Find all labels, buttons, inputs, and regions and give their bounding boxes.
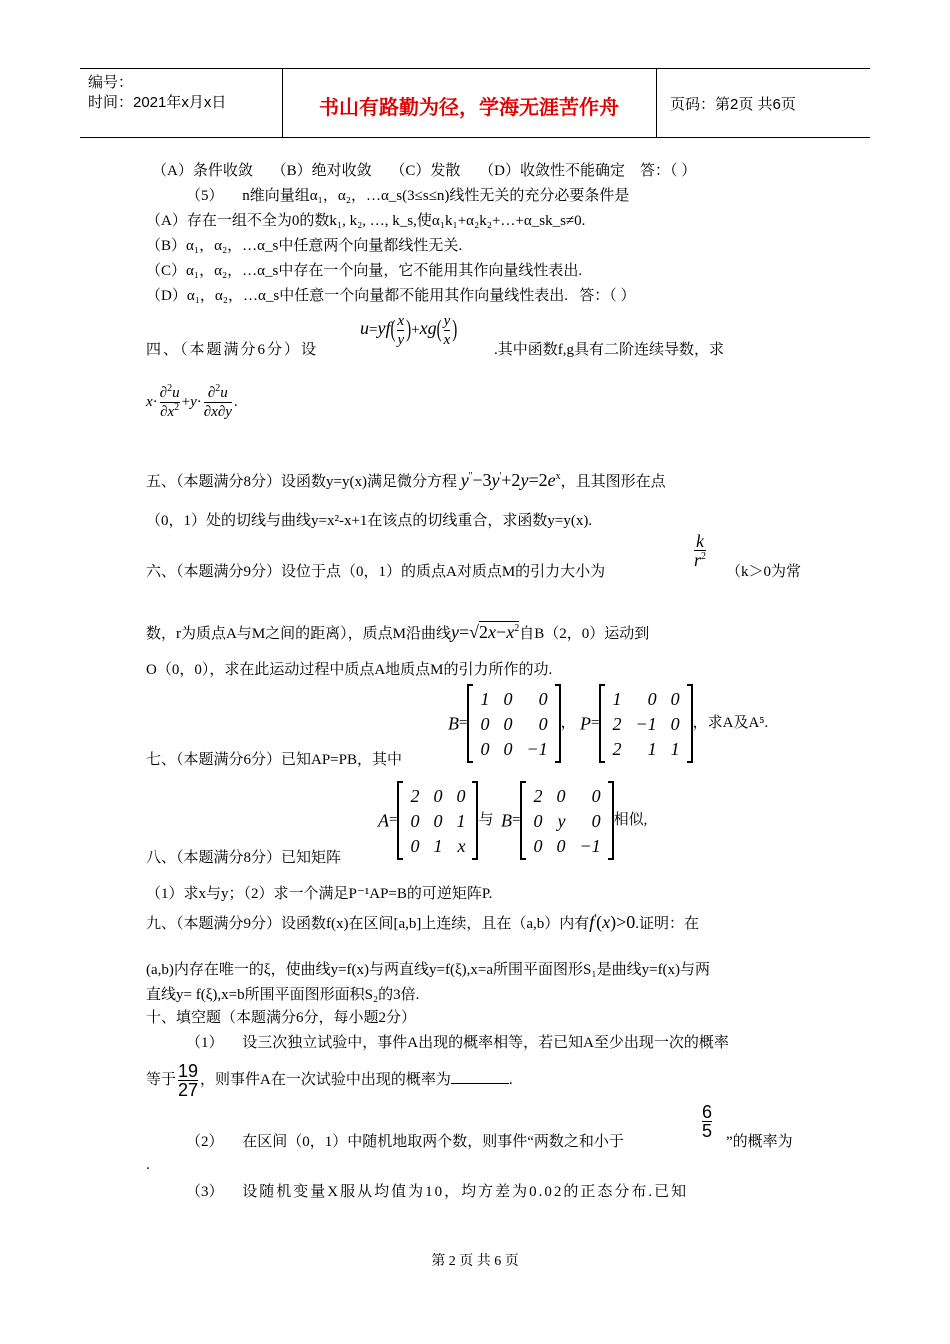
matrix-cell: 1: [612, 688, 622, 709]
q5-option-d: （D）α₁，α₂，…α_s中任意一个向量都不能用其作向量线性表出.: [146, 288, 568, 304]
matrix-cell: 0: [480, 713, 490, 734]
q10-p1-text: 设三次独立试验中，事件A出现的概率相等，若已知A至少出现一次的概率: [242, 1035, 729, 1051]
question-eight: [146, 848, 341, 868]
matrix-cell: 0: [556, 835, 566, 856]
q6-line2: [146, 622, 649, 644]
page-footer: 第 2 页 共 6 页: [431, 1254, 519, 1269]
header-divider: [656, 69, 657, 137]
q10-p2-fraction: $\frac{6}{5}$: [702, 1102, 713, 1141]
matrix-row: [526, 808, 607, 833]
answer-blank: 答：（ ）: [639, 163, 697, 179]
q10-part3: [186, 1182, 688, 1202]
q6-force: $\frac{k}{r^2}$: [694, 531, 707, 570]
q4-options: [152, 161, 696, 181]
matrix-cell: 0: [433, 810, 443, 831]
q8-matrices: A= 2 0 0 0 0 1 0 1 x 与 B= 2 0 0 0 y 0 0 0 −1 相似,: [378, 781, 647, 860]
time-label: 时间：2021年x月x日: [88, 94, 227, 111]
q6-line2b: 自B（2，0）运动到: [519, 626, 650, 642]
matrix-cell: 1: [670, 738, 680, 759]
option-a: （A）条件收敛: [152, 163, 253, 179]
question-nine: [146, 912, 699, 934]
matrix-cell: 0: [556, 785, 566, 806]
q10-p2-b: ”的概率为: [726, 1134, 793, 1150]
q5-intro: 五、（本题满分8分）设函数y=y(x)满足微分方程: [146, 474, 457, 490]
matrix-row: [605, 736, 686, 761]
q10-p3-number: （3）: [186, 1184, 224, 1200]
matrix-cell: −1: [579, 835, 601, 856]
q4-formula: u=yf( $\frac{x}{y}$ )+xg( $\frac{y}{x}$ ): [360, 313, 458, 348]
option-b: （B）绝对收敛: [271, 163, 372, 179]
matrix-row: [605, 686, 686, 711]
answer-blank: 答：（ ）: [579, 288, 636, 304]
matrix-cell: 0: [503, 688, 513, 709]
matrix-cell: 1: [456, 810, 466, 831]
option-d: （D）收敛性不能确定: [479, 163, 625, 179]
q5-number: （5）: [186, 188, 224, 204]
matrix-row: [526, 833, 607, 858]
matrix-row: [473, 736, 554, 761]
matrix-cell: 0: [533, 835, 543, 856]
q4-target: x· $\frac{\partial^2u}{\partial x^2}$ +y· $\frac{\partial^2u}{\partial x\partial y}$ .: [146, 383, 238, 420]
matrix-p: [599, 684, 692, 763]
q9-line2: (a,b)内存在唯一的ξ，使曲线y=f(x)与两直线y=f(ξ),x=a所围平面图形S₁是曲线y=f(x)与两: [146, 962, 711, 978]
matrix-cell: 0: [410, 810, 420, 831]
matrix-cell: y: [557, 810, 566, 831]
page-info: 页码：第2页 共6页: [670, 96, 796, 113]
matrix-cell: 0: [591, 785, 601, 806]
q8-rest: 相似,: [613, 811, 648, 828]
question-five: [146, 470, 666, 492]
question-four: [146, 340, 318, 360]
code-label: 编号：: [88, 74, 134, 91]
q8-intro: 八、（本题满分8分）已知矩阵: [146, 850, 342, 866]
matrix-cell: 0: [503, 713, 513, 734]
question-seven: [146, 750, 402, 770]
q9-condition: f'(x)>0: [589, 912, 636, 932]
matrix-cell: 2: [533, 785, 543, 806]
matrix-row: [605, 711, 686, 736]
matrix-cell: −1: [526, 738, 548, 759]
q9-rest: .证明：在: [635, 916, 700, 932]
q10-part2: [186, 1132, 624, 1152]
matrix-a: [397, 781, 478, 860]
matrix-cell: 0: [591, 810, 601, 831]
q8-between: 与: [478, 811, 494, 828]
matrix-row: [403, 783, 472, 808]
q10-part1: [186, 1033, 729, 1053]
q5-stem-text: n维向量组α₁，α₂，…α_s(3≤s≤n)线性无关的充分必要条件是: [242, 188, 630, 204]
matrix-cell: 2: [612, 713, 622, 734]
header-meta: [88, 73, 278, 113]
header-motto: 书山有路勤为径，学海无涯苦作舟: [319, 95, 619, 119]
q6-line3: O（0，0），求在此运动过程中质点A地质点M的引力所作的功.: [146, 662, 553, 678]
q10-p2-period: .: [146, 1157, 150, 1173]
q6-curve: $y=√2x-x^2$: [451, 622, 520, 642]
q5-option-c: （C）α₁，α₂，…α_s中存在一个向量，它不能用其作向量线性表出.: [146, 263, 583, 279]
q7-matrix-b-group: B= 1 0 0 0 0 0 0 0 −1 ，: [448, 684, 576, 763]
q10-p1-number: （1）: [186, 1035, 224, 1051]
differential-equation: $y''-3y'+2y=2e^x$: [460, 470, 561, 490]
matrix-cell: 0: [410, 835, 420, 856]
matrix-b: [520, 781, 613, 860]
matrix-cell: 0: [538, 688, 548, 709]
page-header: [80, 68, 870, 138]
matrix-cell: 0: [670, 688, 680, 709]
question-ten-title: 十、填空题（本题满分6分，每小题2分）: [146, 1010, 417, 1026]
matrix-b: [467, 684, 560, 763]
matrix-cell: 0: [503, 738, 513, 759]
matrix-cell: 0: [480, 738, 490, 759]
matrix-cell: 0: [456, 785, 466, 806]
matrix-row: [473, 686, 554, 711]
matrix-cell: 2: [612, 738, 622, 759]
matrix-row: [403, 833, 472, 858]
q10-p2-number: （2）: [186, 1134, 224, 1150]
matrix-cell: 0: [433, 785, 443, 806]
q10-p1-b: ，则事件A在一次试验中出现的概率为: [200, 1071, 451, 1088]
q8-line2: （1）求x与y；（2）求一个满足P⁻¹AP=B的可逆矩阵P.: [146, 886, 493, 902]
matrix-cell: 0: [538, 713, 548, 734]
matrix-row: [526, 783, 607, 808]
answer-blank: [451, 1069, 509, 1084]
q10-part1-cont: 等于 $\frac{19}{27}$ ，则事件A在一次试验中出现的概率为 .: [146, 1061, 513, 1100]
q4-rest: .其中函数f,g具有二阶连续导数，求: [494, 342, 724, 358]
matrix-cell: 1: [433, 835, 443, 856]
q10-p2-text: 在区间（0，1）中随机地取两个数，则事件“两数之和小于: [242, 1134, 624, 1150]
q6-rest: （k＞0为常: [726, 564, 802, 580]
matrix-cell: 1: [480, 688, 490, 709]
matrix-row: [473, 711, 554, 736]
q9-line3: 直线y= f(ξ),x=b所围平面图形面积S₂的3倍.: [146, 987, 420, 1003]
q5-option-a: （A）存在一组不全为0的数k₁, k₂, …, k_s,使α₁k₁+α₂k₂+…+α_sk_s≠0.: [146, 213, 586, 229]
q7-rest: ，求A及A⁵.: [692, 714, 769, 731]
option-c: （C）发散: [390, 163, 461, 179]
q7-intro: 七、（本题满分6分）已知AP=PB，其中: [146, 752, 402, 768]
matrix-cell: x: [457, 835, 466, 856]
matrix-row: [403, 808, 472, 833]
q7-matrix-p-group: P= 1 0 0 2 −1 0 2 1 1 ，求A及A⁵.: [580, 684, 768, 763]
matrix-cell: 2: [410, 785, 420, 806]
q6-intro: 六、（本题满分9分）设位于点（0，1）的质点A对质点M的引力大小为: [146, 564, 606, 580]
q4-intro: 四、（本题满分6分）设: [146, 342, 319, 358]
q5-option-d-line: [146, 286, 635, 306]
question-six: [146, 562, 605, 582]
matrix-cell: −1: [635, 713, 657, 734]
q6-line2a: 数，r为质点A与M之间的距离），质点M沿曲线: [146, 626, 452, 642]
matrix-cell: 0: [533, 810, 543, 831]
matrix-cell: 0: [647, 688, 657, 709]
q5-line2: （0，1）处的切线与曲线y=x²-x+1在该点的切线重合，求函数y=y(x).: [146, 513, 593, 529]
q10-p3-text: 设随机变量X服从均值为10，均方差为0.02的正态分布.已知: [242, 1184, 689, 1200]
matrix-cell: 1: [647, 738, 657, 759]
q9-intro: 九、（本题满分9分）设函数f(x)在区间[a,b]上连续，且在（a,b）内有: [146, 916, 590, 932]
matrix-cell: 0: [670, 713, 680, 734]
q5-option-b: （B）α₁，α₂，…α_s中任意两个向量都线性无关.: [146, 238, 463, 254]
q5-rest: ，且其图形在点: [560, 474, 666, 490]
q5-stem: [186, 186, 629, 206]
